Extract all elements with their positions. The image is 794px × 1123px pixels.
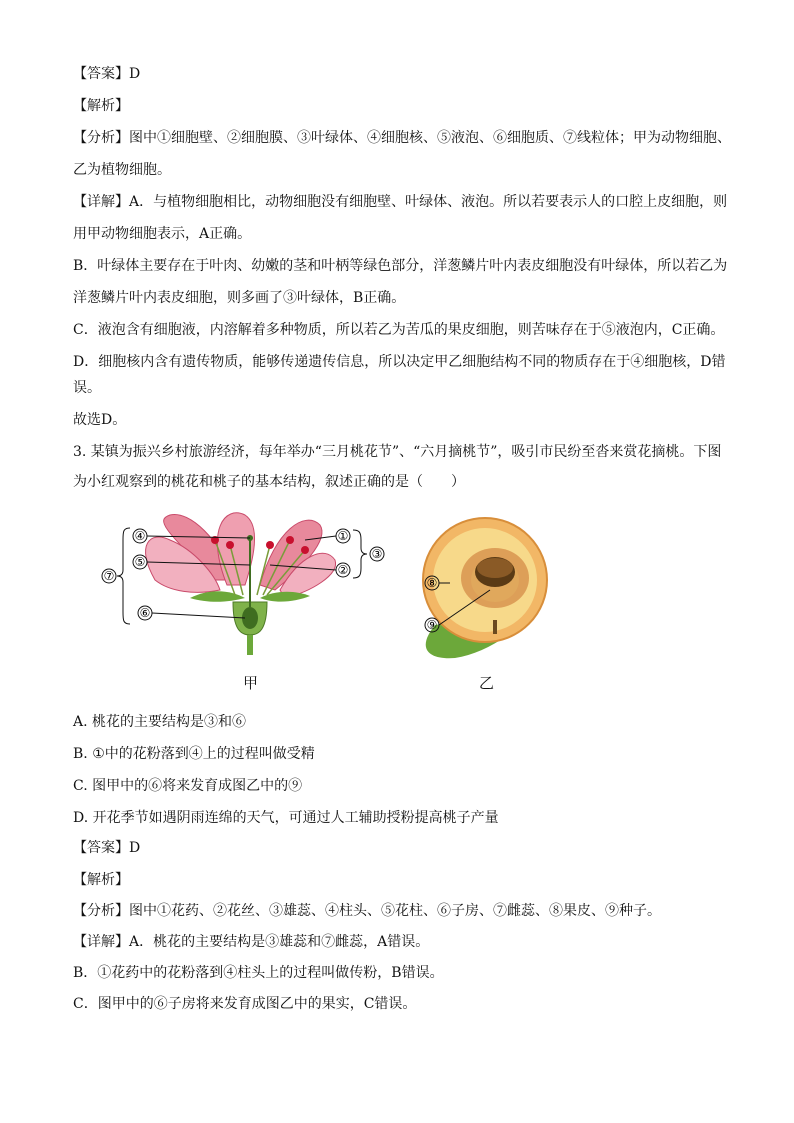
answer-line-1: 【答案】D — [73, 66, 141, 82]
fenxi-line-2: 乙为植物细胞。 — [73, 162, 171, 178]
question-stem-2: 为小红观察到的桃花和桃子的基本结构，叙述正确的是（ ） — [73, 474, 465, 490]
answer-line-2: 【答案】D — [73, 840, 141, 856]
fenxi-line-3: 【分析】图中①花药、②花丝、③雄蕊、④柱头、⑤花柱、⑥子房、⑦雌蕊、⑧果皮、⑨种子。 — [73, 903, 661, 919]
explain-b-2: B．①花药中的花粉落到④柱头上的过程叫做传粉，B错误。 — [73, 965, 444, 981]
label-1: ① — [337, 529, 349, 543]
xiangjie-a-2: 【详解】A．桃花的主要结构是③雄蕊和⑦雌蕊，A错误。 — [73, 934, 430, 950]
label-9: ⑨ — [426, 618, 438, 632]
figure-svg — [95, 510, 565, 700]
label-4: ④ — [134, 529, 146, 543]
option-c-explain: C．液泡含有细胞液，内溶解着多种物质，所以若乙为苦瓜的果皮细胞，则苦味存在于⑤液泡内，C正确。 — [73, 322, 725, 338]
label-6: ⑥ — [139, 606, 151, 620]
option-c: C. 图甲中的⑥将来发育成图乙中的⑨ — [73, 778, 303, 794]
caption-jia: 甲 — [243, 674, 259, 692]
option-b-explain-2: 洋葱鳞片叶内表皮细胞，则多画了③叶绿体，B正确。 — [73, 290, 406, 306]
xiangjie-line-2: 用甲动物细胞表示，A正确。 — [73, 226, 252, 242]
analysis-heading-1: 【解析】 — [73, 98, 129, 114]
option-d-explain-1: D．细胞核内含有遗传物质，能够传递遗传信息，所以决定甲乙细胞结构不同的物质存在于④细胞核，D错 — [73, 354, 726, 370]
option-b-explain-1: B．叶绿体主要存在于叶肉、幼嫩的茎和叶柄等绿色部分，洋葱鳞片叶内表皮细胞没有叶绿体，所以若乙为 — [73, 258, 728, 274]
analysis-heading-2: 【解析】 — [73, 872, 129, 888]
label-2: ② — [337, 563, 349, 577]
option-d-explain-2: 误。 — [73, 380, 101, 396]
option-d: D. 开花季节如遇阴雨连绵的天气，可通过人工辅助授粉提高桃子产量 — [73, 810, 499, 826]
label-8: ⑧ — [426, 576, 438, 590]
fenxi-line-1: 【分析】图中①细胞壁、②细胞膜、③叶绿体、④细胞核、⑤液泡、⑥细胞质、⑦线粒体；甲为动物细胞、 — [73, 130, 731, 146]
label-3: ③ — [371, 547, 383, 561]
peach-fruit-illustration — [423, 518, 547, 658]
xiangjie-line-1: 【详解】A．与植物细胞相比，动物细胞没有细胞壁、叶绿体、液泡。所以若要表示人的口腔上皮细胞，则 — [73, 194, 728, 210]
option-b: B. ①中的花粉落到④上的过程叫做受精 — [73, 746, 315, 762]
caption-yi: 乙 — [479, 674, 495, 692]
question-stem-1: 3. 某镇为振兴乡村旅游经济，每年举办“三月桃花节”、“六月摘桃节”，吸引市民纷至沓来赏花摘桃。下图 — [73, 444, 722, 460]
label-5: ⑤ — [134, 555, 146, 569]
peach-flower-illustration — [146, 513, 336, 655]
option-a: A. 桃花的主要结构是③和⑥ — [73, 714, 247, 730]
label-7: ⑦ — [103, 569, 115, 583]
conclusion-line: 故选D。 — [73, 412, 127, 428]
explain-c-2: C．图甲中的⑥子房将来发育成图乙中的果实，C错误。 — [73, 996, 417, 1012]
flower-fruit-figure — [95, 510, 565, 700]
